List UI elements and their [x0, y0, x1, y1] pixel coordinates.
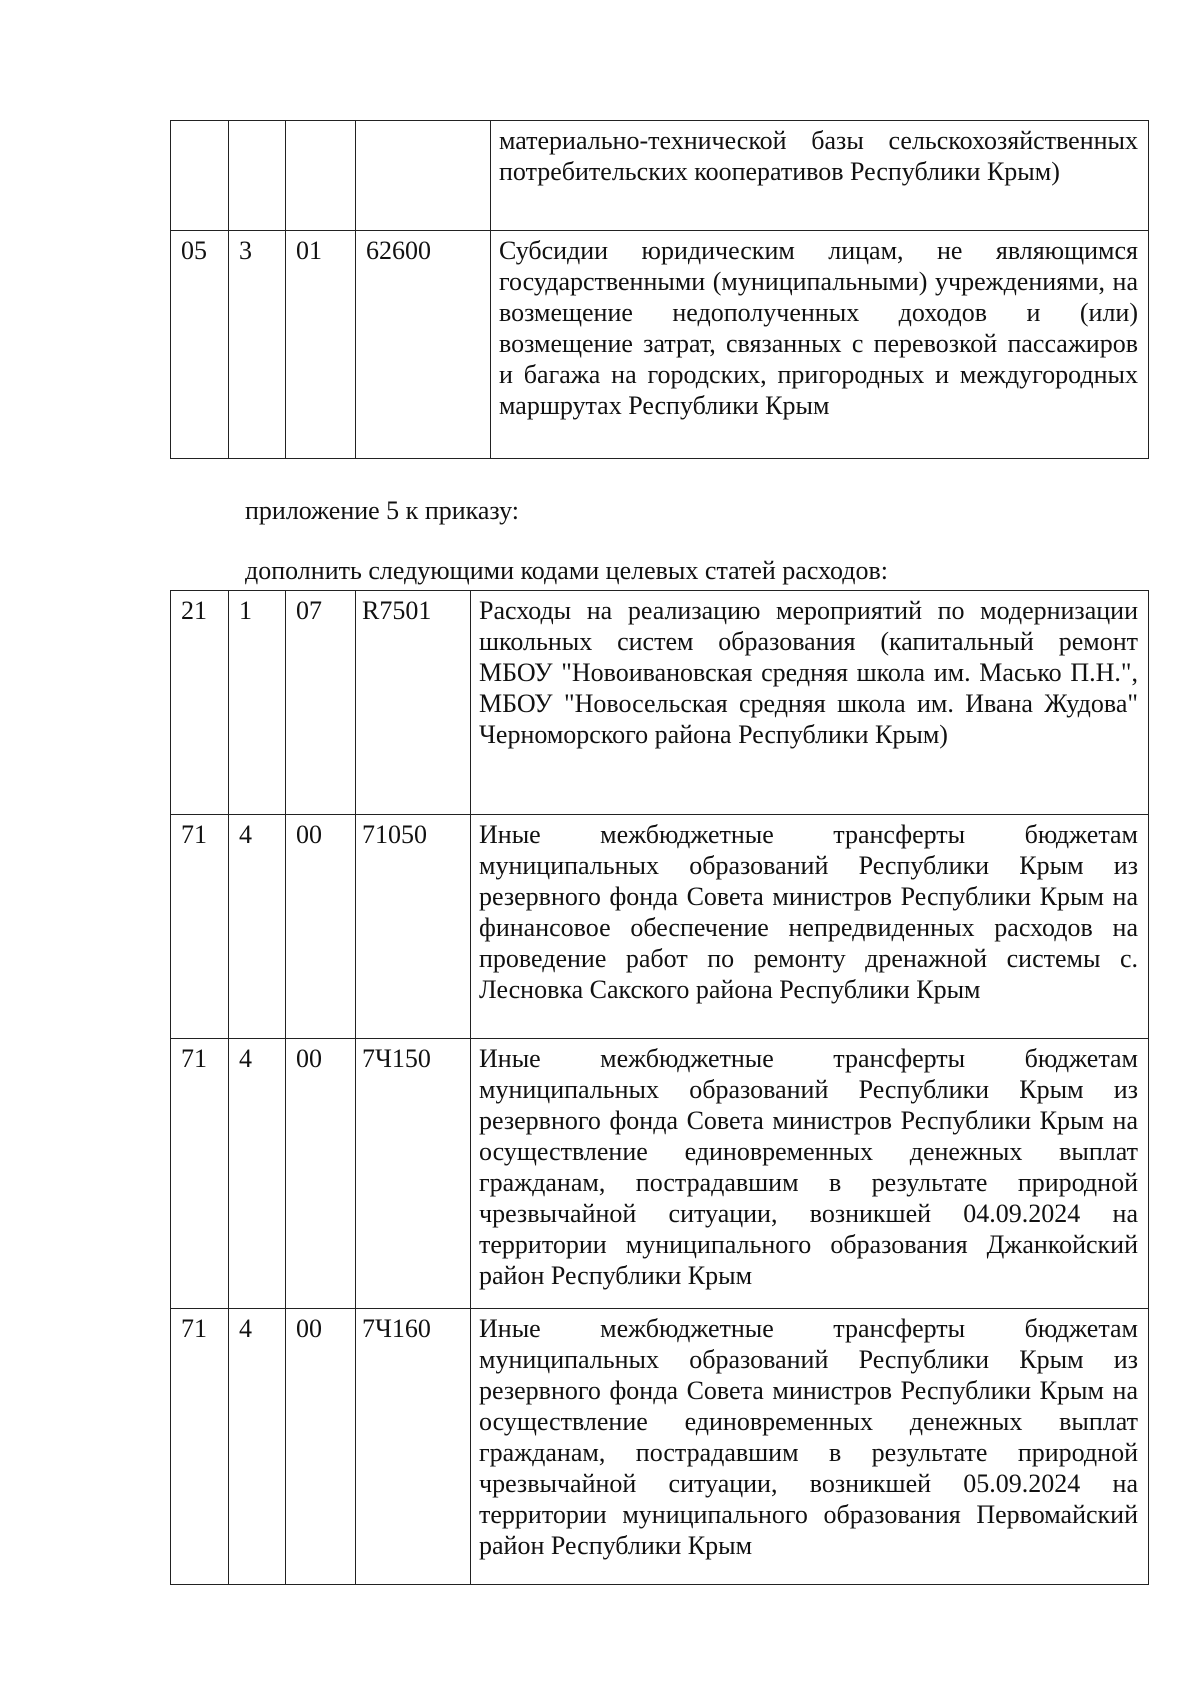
description-cell: Иные межбюджетные трансферты бюджетам муниципальных образований Республики Крым из резервного фонда Совета министров Республики Крым на осуществление единовременных денежных выплат гражданам, пострадавшим в результате природной чрезвычайной ситуации, возникшей 04.09.2024 на территории муниципального образования Джанкойский район Республики Крым — [471, 1039, 1149, 1309]
table-row — [171, 121, 1149, 231]
table-row — [171, 815, 1149, 1039]
direction-code-cell: 62600 — [356, 231, 491, 459]
direction-code-cell: 7Ч150 — [356, 1039, 471, 1309]
section-code-cell: 71 — [171, 1039, 229, 1309]
description-cell: Расходы на реализацию мероприятий по модернизации школьных систем образования (капитальный ремонт МБОУ "Новоивановская средняя школа им. Масько П.Н.", МБОУ "Новосельская средняя школа им. Ивана Жудова" Черноморского района Республики Крым) — [471, 591, 1149, 815]
subprogram-code-cell: 00 — [286, 1039, 356, 1309]
supplement-label: дополнить следующими кодами целевых статей расходов: — [245, 556, 889, 585]
program-code-cell: 4 — [229, 1309, 286, 1585]
section-code-cell: 05 — [171, 231, 229, 459]
table-row — [171, 1039, 1149, 1309]
table-row — [171, 1309, 1149, 1585]
direction-code-cell: 71050 — [356, 815, 471, 1039]
program-code-cell: 1 — [229, 591, 286, 815]
budget-codes-table-top — [170, 120, 1149, 459]
section-code-cell: 71 — [171, 815, 229, 1039]
program-code-cell: 4 — [229, 1039, 286, 1309]
subprogram-code-cell — [286, 121, 356, 231]
subprogram-code-cell: 00 — [286, 1309, 356, 1585]
subprogram-code-cell: 01 — [286, 231, 356, 459]
description-cell: Иные межбюджетные трансферты бюджетам муниципальных образований Республики Крым из резервного фонда Совета министров Республики Крым на финансовое обеспечение непредвиденных расходов на проведение работ по ремонту дренажной системы с. Лесновка Сакского района Республики Крым — [471, 815, 1149, 1039]
program-code-cell — [229, 121, 286, 231]
section-code-cell — [171, 121, 229, 231]
description-cell: материально-технической базы сельскохозяйственных потребительских кооперативов Республики Крым) — [491, 121, 1149, 231]
direction-code-cell: 7Ч160 — [356, 1309, 471, 1585]
direction-code-cell: R7501 — [356, 591, 471, 815]
direction-code-cell — [356, 121, 491, 231]
appendix-label: приложение 5 к приказу: — [245, 496, 520, 525]
program-code-cell: 4 — [229, 815, 286, 1039]
subprogram-code-cell: 00 — [286, 815, 356, 1039]
subprogram-code-cell: 07 — [286, 591, 356, 815]
description-cell: Субсидии юридическим лицам, не являющимся государственными (муниципальными) учреждениями, на возмещение недополученных доходов и (или) возмещение затрат, связанных с перевозкой пассажиров и багажа на городских, пригородных и междугородных маршрутах Республики Крым — [491, 231, 1149, 459]
budget-codes-table-bottom — [170, 590, 1149, 1585]
description-cell: Иные межбюджетные трансферты бюджетам муниципальных образований Республики Крым из резервного фонда Совета министров Республики Крым на осуществление единовременных денежных выплат гражданам, пострадавшим в результате природной чрезвычайной ситуации, возникшей 05.09.2024 на территории муниципального образования Первомайский район Республики Крым — [471, 1309, 1149, 1585]
section-code-cell: 21 — [171, 591, 229, 815]
section-code-cell: 71 — [171, 1309, 229, 1585]
table-row — [171, 591, 1149, 815]
program-code-cell: 3 — [229, 231, 286, 459]
table-row — [171, 231, 1149, 459]
